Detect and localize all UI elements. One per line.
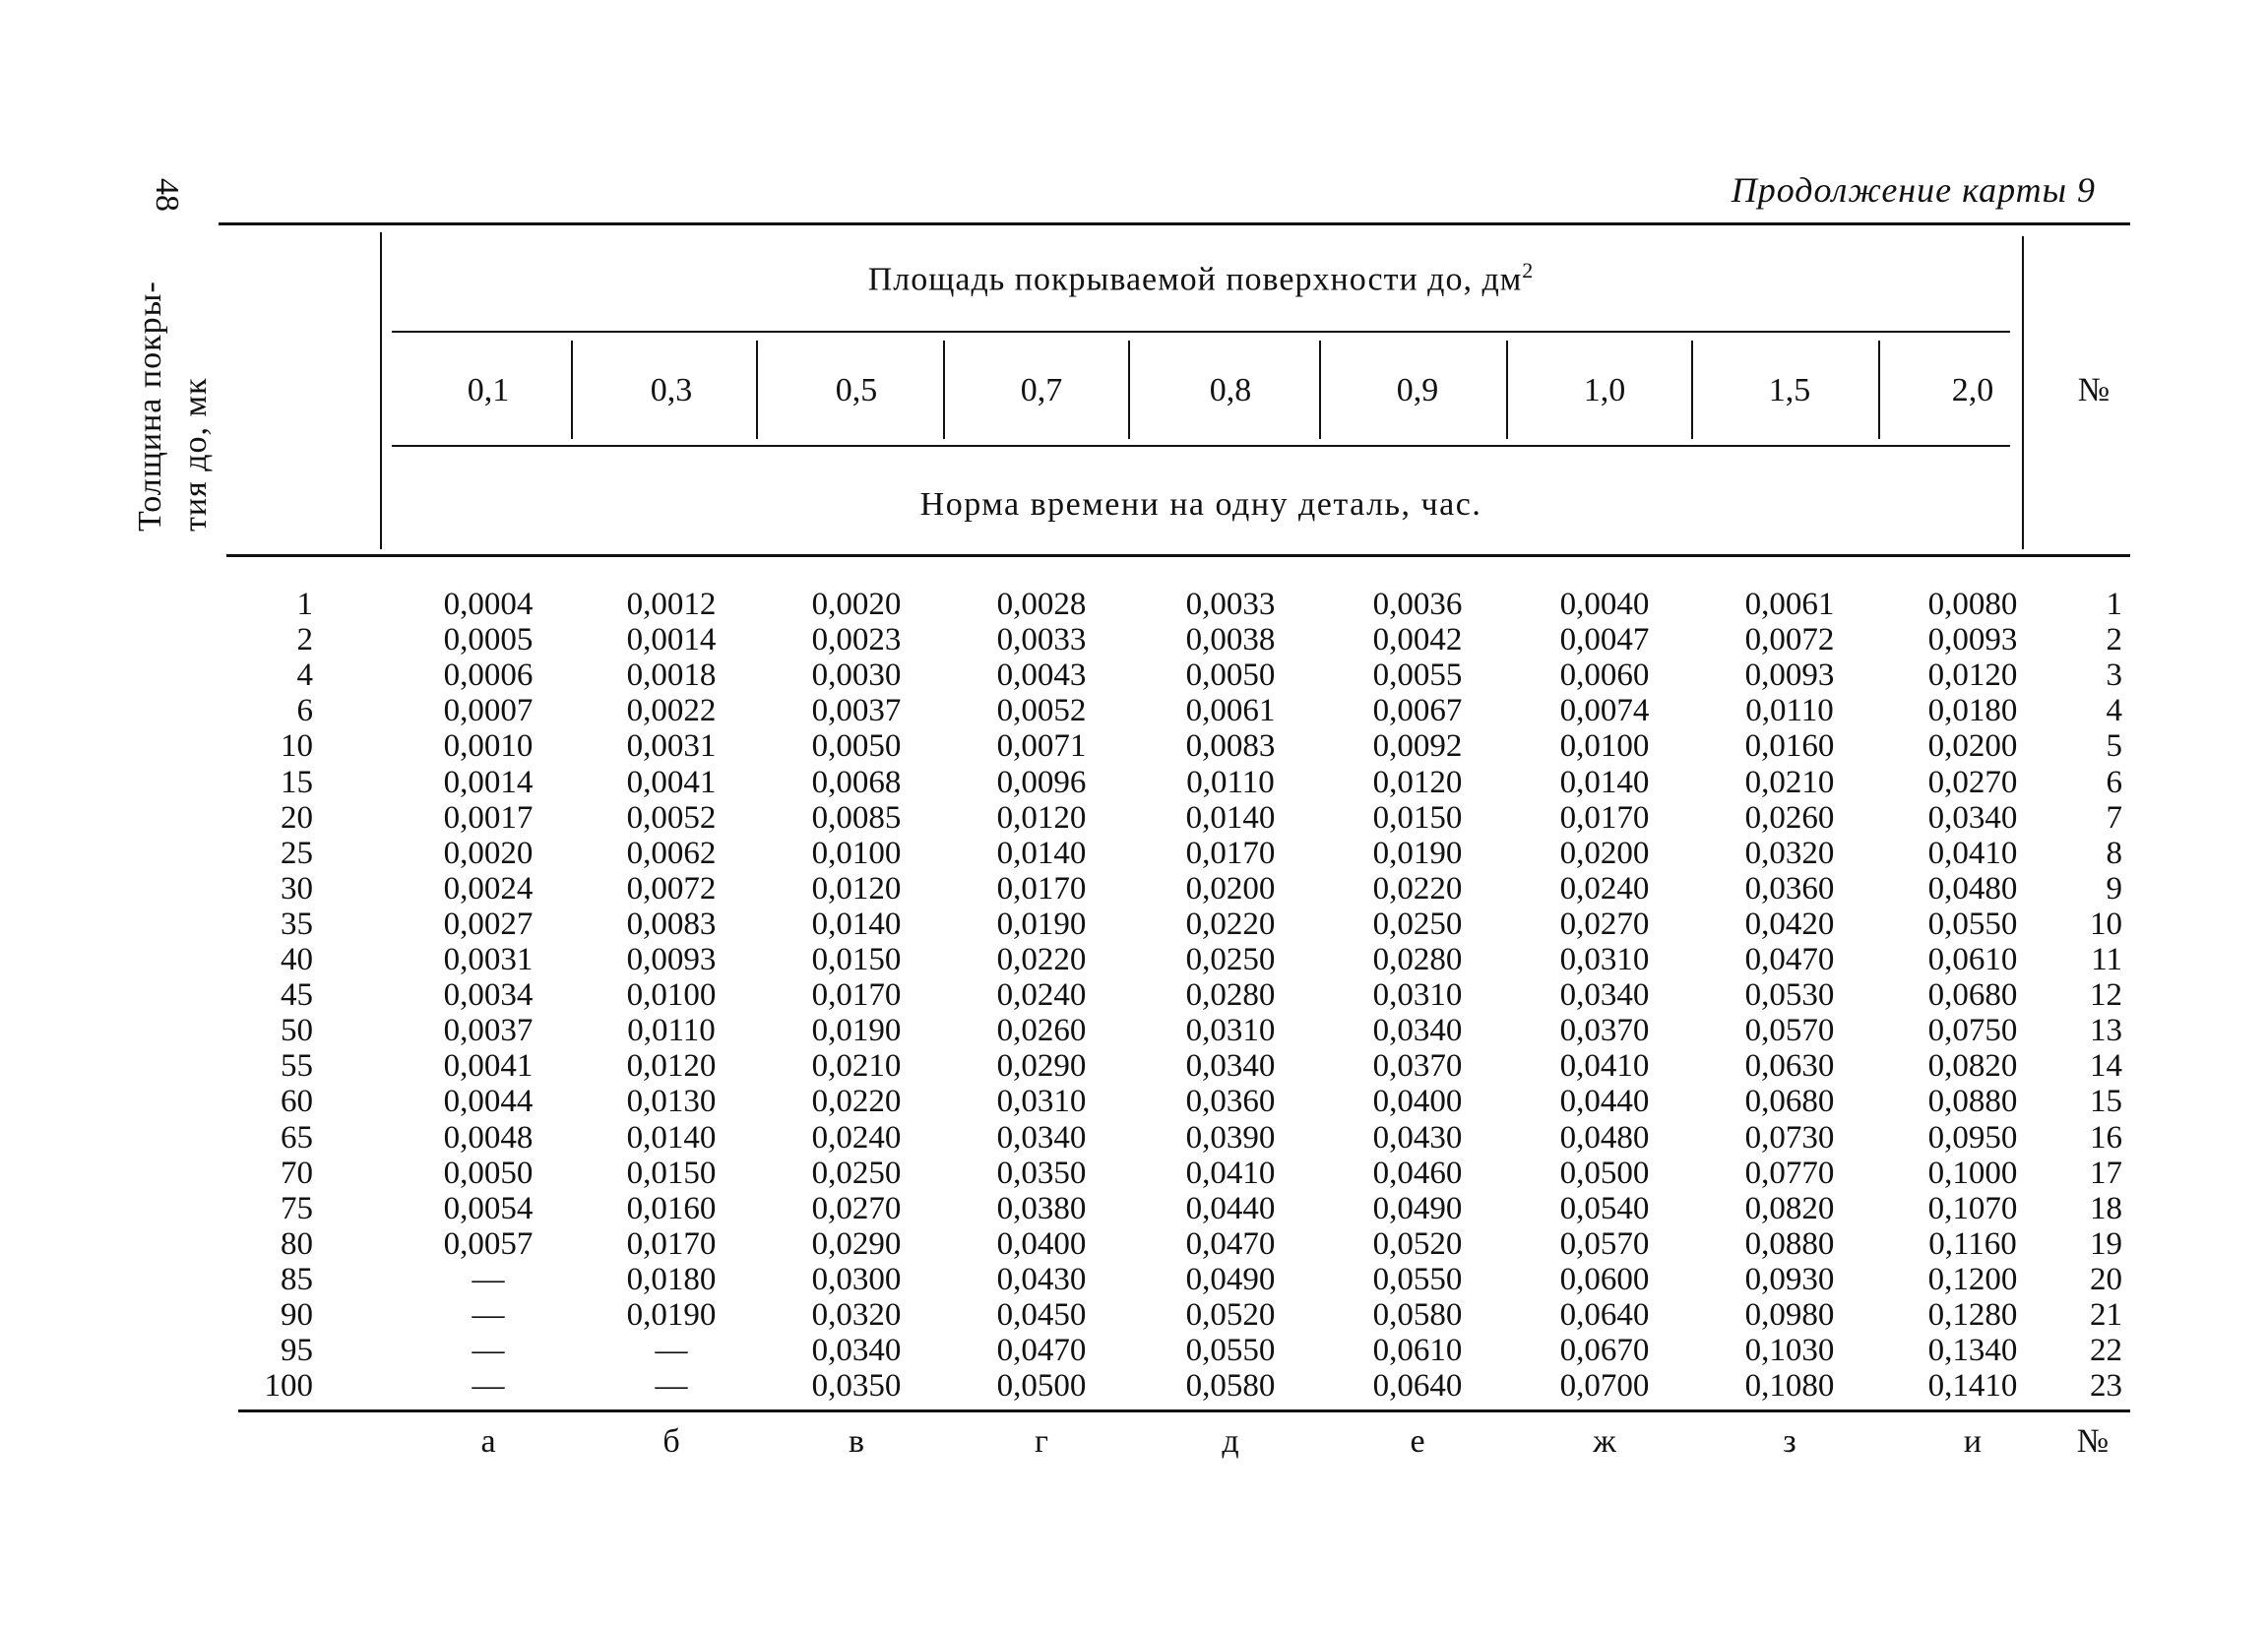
norm-time-cell: 0,0140	[1559, 764, 1650, 800]
norm-time-cell: 0,0350	[996, 1155, 1087, 1191]
norm-time-cell: 0,0150	[626, 1155, 717, 1191]
thickness-cell: 20	[281, 799, 313, 836]
thickness-cell: 15	[281, 764, 313, 800]
norm-time-cell: 0,0500	[1559, 1155, 1650, 1191]
norm-time-cell: 0,0420	[1744, 906, 1835, 942]
norm-time-cell: 0,0006	[443, 657, 534, 694]
stub-header	[128, 236, 266, 532]
thickness-cell: 2	[296, 622, 313, 658]
table-top-rule	[219, 222, 2130, 225]
norm-time-cell: 0,0310	[1372, 977, 1463, 1014]
norm-time-cell: 0,0170	[1185, 835, 1276, 871]
page-number: 48	[149, 178, 185, 212]
norm-time-cell: 0,0630	[1744, 1048, 1835, 1085]
norm-time-cell: 0,0050	[1185, 657, 1276, 694]
norm-time-cell: 0,0018	[626, 657, 717, 694]
norm-time-cell: 0,0150	[811, 942, 902, 977]
thickness-cell: 75	[281, 1190, 313, 1226]
norm-time-cell: 0,0093	[1927, 622, 2018, 658]
row-number-cell: 3	[2106, 657, 2122, 694]
norm-time-cell: 0,0310	[996, 1084, 1087, 1120]
row-number-cell: 23	[2090, 1368, 2122, 1405]
area-value-header: 2,0	[1951, 372, 1994, 408]
header-bottom-rule	[226, 554, 2130, 557]
norm-time-cell: 0,0047	[1559, 622, 1650, 658]
norm-time-cell: 0,0120	[996, 799, 1087, 836]
norm-time-cell: 0,0520	[1185, 1297, 1276, 1333]
table-bottom-rule	[238, 1409, 2130, 1412]
norm-time-cell: 0,1080	[1744, 1368, 1835, 1405]
norm-time-cell: 0,0540	[1559, 1190, 1650, 1226]
norm-time-cell: 0,0820	[1927, 1048, 2018, 1085]
thickness-cell: 60	[281, 1084, 313, 1120]
norm-time-cell: 0,0041	[443, 1048, 534, 1085]
norm-time-cell: 0,0110	[1745, 693, 1834, 729]
norm-time-cell: 0,0041	[626, 764, 717, 800]
thickness-cell: 85	[281, 1261, 313, 1297]
norm-time-cell: 0,0055	[1372, 657, 1463, 694]
norm-time-cell: 0,0038	[1185, 622, 1276, 658]
norm-time-cell: 0,0012	[626, 587, 717, 622]
column-letter: а	[480, 1423, 496, 1460]
norm-time-cell: 0,0480	[1927, 870, 2018, 907]
norm-time-cell: 0,0520	[1372, 1225, 1463, 1262]
norm-time-cell: 0,0100	[811, 835, 902, 871]
thickness-cell: 1	[296, 587, 313, 622]
norm-time-cell: 0,0400	[996, 1225, 1087, 1262]
row-number-cell: 9	[2106, 870, 2122, 907]
row-number-cell: 19	[2090, 1225, 2122, 1262]
column-letter: и	[1963, 1423, 1983, 1460]
header-divider-rule	[392, 445, 2010, 447]
norm-time-cell: 0,0310	[1559, 942, 1650, 977]
norm-time-cell: 0,0200	[1559, 835, 1650, 871]
norm-time-cell: 0,0180	[626, 1261, 717, 1297]
thickness-cell: 100	[264, 1368, 313, 1405]
norm-header: Норма времени на одну деталь, час.	[919, 486, 1482, 523]
area-value-header: 1,5	[1768, 372, 1811, 408]
norm-time-cell: 0,0050	[811, 728, 902, 765]
row-number-cell: 15	[2090, 1084, 2122, 1120]
thickness-cell: 95	[281, 1333, 313, 1369]
norm-time-cell: 0,0360	[1744, 870, 1835, 907]
norm-time-cell: 0,0190	[626, 1297, 717, 1333]
norm-time-cell: 0,0068	[811, 764, 902, 800]
norm-time-cell: 0,0100	[1559, 728, 1650, 765]
norm-time-cell: 0,0036	[1372, 587, 1463, 622]
area-value-header: 0,9	[1396, 372, 1439, 408]
column-letter: д	[1222, 1423, 1239, 1460]
thickness-cell: 40	[281, 942, 313, 977]
norm-time-cell: 0,0430	[996, 1261, 1087, 1297]
norm-time-cell: 0,0550	[1372, 1261, 1463, 1297]
norm-time-cell: 0,0062	[626, 835, 717, 871]
norm-time-cell: 0,0250	[1372, 906, 1463, 942]
column-divider	[943, 341, 945, 439]
norm-time-cell: 0,0320	[1744, 835, 1835, 871]
norm-time-cell: 0,0040	[1559, 587, 1650, 622]
area-value-header: 0,3	[650, 372, 693, 408]
row-number-cell: 21	[2090, 1297, 2122, 1333]
column-letter: е	[1410, 1423, 1425, 1460]
norm-time-cell: 0,1030	[1744, 1333, 1835, 1369]
norm-time-cell: 0,0150	[1372, 799, 1463, 836]
thickness-cell: 90	[281, 1297, 313, 1333]
norm-time-cell: 0,0080	[1927, 587, 2018, 622]
thickness-cell: 10	[281, 728, 313, 765]
norm-time-cell: 0,0100	[626, 977, 717, 1014]
norm-time-cell: 0,0240	[1559, 870, 1650, 907]
norm-time-cell: 0,0010	[443, 728, 534, 765]
norm-time-cell: 0,1070	[1927, 1190, 2018, 1226]
thickness-cell: 70	[281, 1155, 313, 1191]
norm-time-cell: 0,0550	[1927, 906, 2018, 942]
norm-time-cell: —	[655, 1368, 688, 1405]
area-value-header: 0,5	[835, 372, 878, 408]
column-divider	[571, 341, 573, 439]
row-number-cell: 5	[2106, 728, 2122, 765]
norm-time-cell: 0,0037	[443, 1013, 534, 1049]
thickness-cell: 30	[281, 870, 313, 907]
norm-time-cell: 0,0052	[996, 693, 1087, 729]
norm-time-cell: 0,0014	[626, 622, 717, 658]
norm-time-cell: 0,0770	[1744, 1155, 1835, 1191]
row-number-cell: 14	[2090, 1048, 2122, 1085]
column-letter-number-sign: №	[2076, 1423, 2110, 1460]
norm-time-cell: 0,0430	[1372, 1119, 1463, 1156]
norm-time-cell: 0,0044	[443, 1084, 534, 1120]
norm-time-cell: 0,0340	[1372, 1013, 1463, 1049]
column-letter: ж	[1593, 1423, 1616, 1460]
norm-time-cell: 0,0061	[1744, 587, 1835, 622]
norm-time-cell: 0,0074	[1559, 693, 1650, 729]
thickness-cell: 4	[296, 657, 313, 694]
norm-time-cell: 0,0450	[996, 1297, 1087, 1333]
norm-time-cell: 0,0470	[1185, 1225, 1276, 1262]
norm-time-cell: 0,0340	[1927, 799, 2018, 836]
norm-time-cell: 0,1280	[1927, 1297, 2018, 1333]
thickness-cell: 45	[281, 977, 313, 1014]
norm-time-cell: 0,0500	[996, 1368, 1087, 1405]
norm-time-cell: —	[472, 1261, 505, 1297]
thickness-cell: 80	[281, 1225, 313, 1262]
norm-time-cell: 0,0220	[996, 942, 1087, 977]
header-divider-rule	[392, 331, 2010, 333]
norm-time-cell: 0,0160	[1744, 728, 1835, 765]
norm-time-cell: 0,0120	[811, 870, 902, 907]
row-number-cell: 17	[2090, 1155, 2122, 1191]
column-divider	[1506, 341, 1508, 439]
norm-time-cell: 0,0270	[1559, 906, 1650, 942]
norm-time-cell: 0,0370	[1559, 1013, 1650, 1049]
norm-time-cell: 0,0083	[1185, 728, 1276, 765]
norm-time-cell: 0,0120	[1372, 764, 1463, 800]
norm-time-cell: 0,0680	[1927, 977, 2018, 1014]
norm-time-cell: 0,0027	[443, 906, 534, 942]
norm-time-cell: 0,0170	[811, 977, 902, 1014]
norm-time-cell: 0,0340	[811, 1333, 902, 1369]
norm-time-cell: 0,0083	[626, 906, 717, 942]
norm-time-cell: 0,0340	[1559, 977, 1650, 1014]
row-number-cell: 12	[2090, 977, 2122, 1014]
norm-time-cell: 0,0170	[996, 870, 1087, 907]
norm-time-cell: 0,0670	[1559, 1333, 1650, 1369]
norm-time-cell: 0,0220	[811, 1084, 902, 1120]
norm-time-cell: 0,0190	[811, 1013, 902, 1049]
norm-time-cell: 0,0005	[443, 622, 534, 658]
norm-time-cell: 0,0610	[1372, 1333, 1463, 1369]
norm-time-cell: 0,0210	[811, 1048, 902, 1085]
norm-time-cell: 0,0023	[811, 622, 902, 658]
norm-time-cell: 0,0410	[1185, 1155, 1276, 1191]
norm-time-cell: 0,0170	[1559, 799, 1650, 836]
norm-time-cell: 0,0600	[1559, 1261, 1650, 1297]
running-title: Продолжение карты 9	[1731, 170, 2096, 210]
norm-time-cell: —	[655, 1333, 688, 1369]
column-divider	[756, 341, 758, 439]
area-value-header: 0,7	[1020, 372, 1063, 408]
area-header-superscript: 2	[1522, 258, 1535, 282]
norm-time-cell: 0,0260	[996, 1013, 1087, 1049]
norm-time-cell: 0,0028	[996, 587, 1087, 622]
norm-time-cell: 0,0460	[1372, 1155, 1463, 1191]
norm-time-cell: 0,0004	[443, 587, 534, 622]
norm-time-cell: —	[472, 1368, 505, 1405]
norm-time-cell: 0,0270	[811, 1190, 902, 1226]
norm-time-cell: 0,0093	[1744, 657, 1835, 694]
norm-time-cell: 0,0640	[1372, 1368, 1463, 1405]
norm-time-cell: 0,0022	[626, 693, 717, 729]
norm-time-cell: 0,0360	[1185, 1084, 1276, 1120]
norm-time-cell: 0,1410	[1927, 1368, 2018, 1405]
norm-time-cell: —	[472, 1333, 505, 1369]
norm-time-cell: 0,0140	[1185, 799, 1276, 836]
norm-time-cell: 0,0033	[1185, 587, 1276, 622]
norm-time-cell: 0,0300	[811, 1261, 902, 1297]
norm-time-cell: 0,0020	[443, 835, 534, 871]
thickness-cell: 35	[281, 906, 313, 942]
row-number-cell: 11	[2091, 942, 2122, 977]
norm-time-cell: 0,0750	[1927, 1013, 2018, 1049]
norm-time-cell: 0,0440	[1559, 1084, 1650, 1120]
thickness-cell: 65	[281, 1119, 313, 1156]
norm-time-cell: 0,0060	[1559, 657, 1650, 694]
norm-time-cell: 0,0037	[811, 693, 902, 729]
column-divider	[1691, 341, 1693, 439]
norm-time-cell: 0,0043	[996, 657, 1087, 694]
norm-time-cell: 0,0570	[1559, 1225, 1650, 1262]
norm-time-cell: 0,0250	[811, 1155, 902, 1191]
norm-time-cell: 0,0580	[1185, 1368, 1276, 1405]
norm-time-cell: 0,0950	[1927, 1119, 2018, 1156]
column-letter: б	[662, 1423, 680, 1460]
norm-time-cell: 0,1340	[1927, 1333, 2018, 1369]
norm-time-cell: 0,0061	[1185, 693, 1276, 729]
norm-time-cell: 0,0067	[1372, 693, 1463, 729]
thickness-cell: 25	[281, 835, 313, 871]
column-divider	[1128, 341, 1130, 439]
norm-time-cell: 0,0007	[443, 693, 534, 729]
norm-time-cell: 0,1200	[1927, 1261, 2018, 1297]
row-number-cell: 22	[2090, 1333, 2122, 1369]
norm-time-cell: 0,0034	[443, 977, 534, 1014]
norm-time-cell: 0,0400	[1372, 1084, 1463, 1120]
norm-time-cell: 0,0085	[811, 799, 902, 836]
norm-time-cell: 0,0220	[1185, 906, 1276, 942]
norm-time-cell: 0,0092	[1372, 728, 1463, 765]
norm-time-cell: 0,0410	[1927, 835, 2018, 871]
norm-time-cell: 0,0072	[626, 870, 717, 907]
norm-time-cell: 0,0140	[811, 906, 902, 942]
norm-time-cell: 0,0020	[811, 587, 902, 622]
norm-time-cell: 0,0610	[1927, 942, 2018, 977]
norm-time-cell: 0,0390	[1185, 1119, 1276, 1156]
area-value-header: 0,1	[467, 372, 510, 408]
norm-time-cell: 0,0320	[811, 1297, 902, 1333]
norm-time-cell: 0,0072	[1744, 622, 1835, 658]
norm-time-cell: 0,0096	[996, 764, 1087, 800]
norm-time-cell: 0,0280	[1185, 977, 1276, 1014]
norm-time-cell: 0,0640	[1559, 1297, 1650, 1333]
column-letter: г	[1035, 1423, 1048, 1460]
norm-time-cell: 0,1160	[1928, 1225, 2017, 1262]
norm-time-cell: 0,0052	[626, 799, 717, 836]
norm-time-cell: 0,0200	[1185, 870, 1276, 907]
column-letter: в	[848, 1423, 865, 1460]
norm-time-cell: 0,0880	[1927, 1084, 2018, 1120]
norm-time-cell: 0,0550	[1185, 1333, 1276, 1369]
norm-time-cell: 0,0093	[626, 942, 717, 977]
norm-time-cell: 0,0140	[626, 1119, 717, 1156]
norm-time-cell: 0,0270	[1927, 764, 2018, 800]
norm-time-cell: 0,0680	[1744, 1084, 1835, 1120]
norm-time-cell: 0,0930	[1744, 1261, 1835, 1297]
norm-time-cell: 0,0030	[811, 657, 902, 694]
norm-time-cell: 0,0240	[811, 1119, 902, 1156]
norm-time-cell: 0,0140	[996, 835, 1087, 871]
norm-time-cell: 0,0280	[1372, 942, 1463, 977]
thickness-cell: 6	[296, 693, 313, 729]
norm-time-cell: 0,0480	[1559, 1119, 1650, 1156]
column-letter: з	[1783, 1423, 1796, 1460]
norm-time-cell: 0,0310	[1185, 1013, 1276, 1049]
norm-time-cell: 0,0440	[1185, 1190, 1276, 1226]
norm-time-cell: 0,0220	[1372, 870, 1463, 907]
row-number-cell: 16	[2090, 1119, 2122, 1156]
norm-time-cell: 0,0340	[996, 1119, 1087, 1156]
norm-time-cell: 0,0880	[1744, 1225, 1835, 1262]
norm-time-cell: 0,0380	[996, 1190, 1087, 1226]
norm-time-cell: 0,1000	[1927, 1155, 2018, 1191]
norm-time-cell: 0,0410	[1559, 1048, 1650, 1085]
norm-time-cell: 0,0700	[1559, 1368, 1650, 1405]
row-number-cell: 2	[2106, 622, 2122, 658]
norm-time-cell: 0,0200	[1927, 728, 2018, 765]
row-number-cell: 1	[2106, 587, 2122, 622]
norm-time-cell: 0,0160	[626, 1190, 717, 1226]
norm-time-cell: 0,0054	[443, 1190, 534, 1226]
norm-time-cell: 0,0110	[1186, 764, 1275, 800]
norm-time-cell: —	[472, 1297, 505, 1333]
row-number-cell: 10	[2090, 906, 2122, 942]
norm-time-cell: 0,0048	[443, 1119, 534, 1156]
norm-time-cell: 0,0050	[443, 1155, 534, 1191]
norm-time-cell: 0,0290	[811, 1225, 902, 1262]
norm-time-cell: 0,0820	[1744, 1190, 1835, 1226]
norm-time-cell: 0,0180	[1927, 693, 2018, 729]
norm-time-cell: 0,0580	[1372, 1297, 1463, 1333]
norm-time-cell: 0,0290	[996, 1048, 1087, 1085]
norm-time-cell: 0,0110	[627, 1013, 716, 1049]
area-value-header: 1,0	[1583, 372, 1626, 408]
norm-time-cell: 0,0530	[1744, 977, 1835, 1014]
norm-time-cell: 0,0033	[996, 622, 1087, 658]
norm-time-cell: 0,0490	[1372, 1190, 1463, 1226]
norm-time-cell: 0,0057	[443, 1225, 534, 1262]
norm-time-cell: 0,0240	[996, 977, 1087, 1014]
norm-time-cell: 0,0071	[996, 728, 1087, 765]
norm-time-cell: 0,0730	[1744, 1119, 1835, 1156]
row-number-cell: 4	[2106, 693, 2122, 729]
norm-time-cell: 0,0250	[1185, 942, 1276, 977]
norm-time-cell: 0,0490	[1185, 1261, 1276, 1297]
stub-header-line: Толщина покры-	[132, 281, 168, 532]
area-header	[392, 258, 2010, 298]
column-divider	[1319, 341, 1321, 439]
norm-time-cell: 0,0210	[1744, 764, 1835, 800]
row-number-cell: 18	[2090, 1190, 2122, 1226]
area-header-text: Площадь покрываемой поверхности до, дм	[867, 261, 1523, 298]
norm-time-cell: 0,0350	[811, 1368, 902, 1405]
norm-time-cell: 0,0130	[626, 1084, 717, 1120]
column-divider	[1878, 341, 1880, 439]
norm-time-cell: 0,0031	[626, 728, 717, 765]
norm-time-cell: 0,0980	[1744, 1297, 1835, 1333]
row-number-cell: 20	[2090, 1261, 2122, 1297]
norm-time-cell: 0,0370	[1372, 1048, 1463, 1085]
thickness-cell: 50	[281, 1013, 313, 1049]
row-number-cell: 8	[2106, 835, 2122, 871]
norm-time-cell: 0,0017	[443, 799, 534, 836]
row-number-cell: 6	[2106, 764, 2122, 800]
stub-header-line: тия до, мк	[177, 377, 214, 532]
norm-time-cell: 0,0340	[1185, 1048, 1276, 1085]
row-number-cell: 13	[2090, 1013, 2122, 1049]
norm-time-cell: 0,0570	[1744, 1013, 1835, 1049]
area-value-header: 0,8	[1209, 372, 1252, 408]
norm-time-cell: 0,0170	[626, 1225, 717, 1262]
norm-time-cell: 0,0031	[443, 942, 534, 977]
row-number-header: №	[2077, 372, 2110, 408]
norm-time-cell: 0,0260	[1744, 799, 1835, 836]
norm-time-cell: 0,0120	[626, 1048, 717, 1085]
norm-time-cell: 0,0120	[1927, 657, 2018, 694]
norm-time-cell: 0,0024	[443, 870, 534, 907]
norm-time-cell: 0,0014	[443, 764, 534, 800]
norm-time-cell: 0,0190	[1372, 835, 1463, 871]
norm-time-cell: 0,0470	[1744, 942, 1835, 977]
header-left-border	[380, 232, 382, 549]
norm-time-cell: 0,0190	[996, 906, 1087, 942]
row-number-cell: 7	[2106, 799, 2122, 836]
norm-time-cell: 0,0470	[996, 1333, 1087, 1369]
norm-time-cell: 0,0042	[1372, 622, 1463, 658]
thickness-cell: 55	[281, 1048, 313, 1085]
